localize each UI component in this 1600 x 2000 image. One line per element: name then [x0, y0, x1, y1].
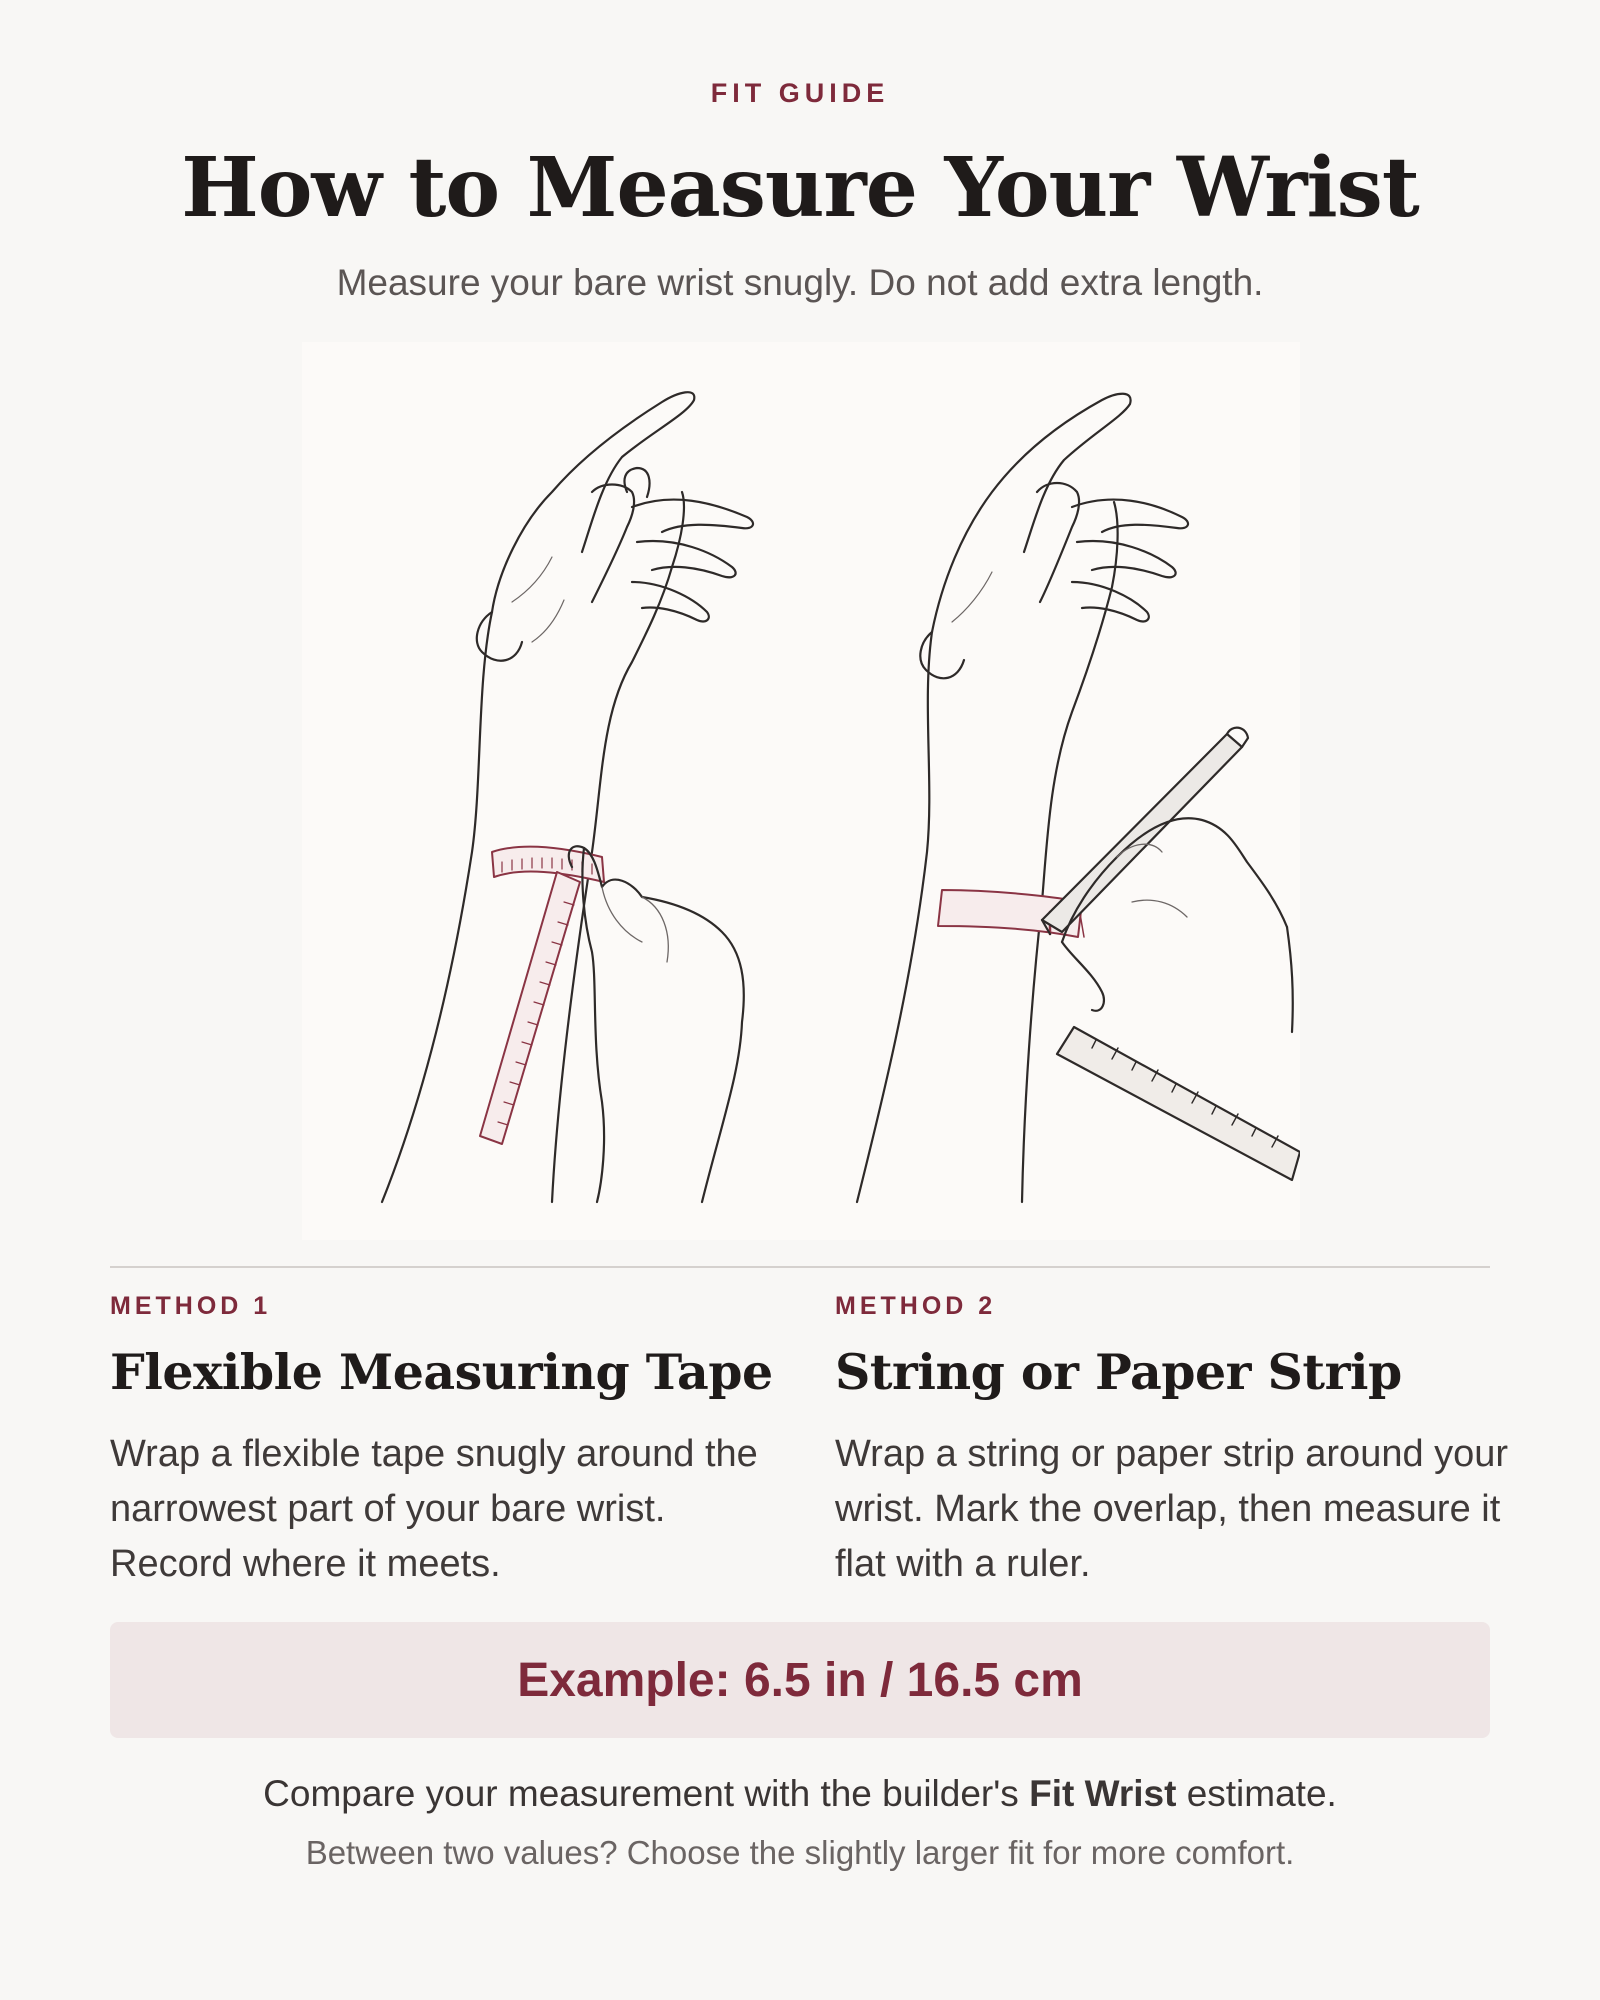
example-measurement: Example: 6.5 in / 16.5 cm	[517, 1653, 1083, 1707]
ruler-sketch	[1057, 1027, 1300, 1180]
method-description: Wrap a string or paper strip around your wrist. Mark the overlap, then measure it flat with a ruler.	[835, 1433, 1509, 1585]
pencil-hand-sketch	[1042, 728, 1293, 1032]
method-2-section	[835, 1292, 1515, 1592]
page-title: How to Measure Your Wrist	[181, 140, 1419, 236]
method-1-section	[110, 1292, 790, 1592]
section-divider	[110, 1266, 1490, 1268]
compare-note	[0, 1773, 1600, 1815]
eyebrow-label: FIT GUIDE	[710, 78, 890, 108]
method-title: String or Paper Strip	[835, 1343, 1402, 1401]
method-label: METHOD 1	[110, 1292, 272, 1320]
compare-text-before: Compare your measurement with the builder's	[263, 1773, 1030, 1814]
method-label: METHOD 2	[835, 1292, 997, 1320]
sizing-tip: Between two values? Choose the slightly larger fit for more comfort.	[305, 1834, 1295, 1871]
left-helper-hand-sketch	[569, 846, 744, 1202]
page-subtitle: Measure your bare wrist snugly. Do not add extra length.	[336, 262, 1264, 303]
left-arm-sketch	[382, 392, 753, 1202]
method-description: Wrap a flexible tape snugly around the narrowest part of your bare wrist. Record where it meets.	[110, 1433, 758, 1585]
method-title: Flexible Measuring Tape	[110, 1343, 773, 1401]
compare-text-after: estimate.	[1176, 1773, 1337, 1814]
example-callout	[110, 1622, 1490, 1738]
wrist-measuring-illustration	[302, 342, 1300, 1240]
fit-wrist-term: Fit Wrist	[1029, 1773, 1177, 1814]
